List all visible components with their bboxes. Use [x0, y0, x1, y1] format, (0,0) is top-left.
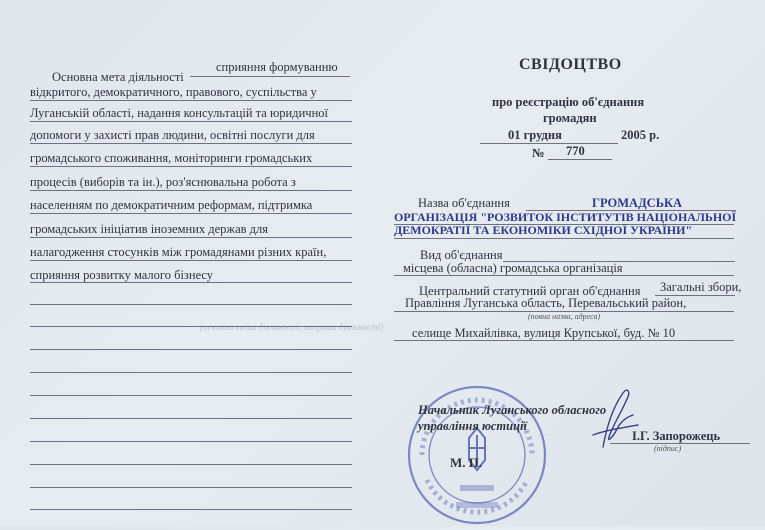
handwritten-signature: [583, 385, 643, 455]
purpose-line-6: населенням по демократичним реформам, підтримка: [30, 198, 313, 212]
certificate-title: СВІДОЦТВО: [519, 56, 622, 73]
purpose-line-7: громадських ініціатив іноземних держав для: [30, 222, 268, 236]
certificate-subtitle-1: про реєстрацію об'єднання: [492, 95, 645, 109]
certificate-number: 770: [566, 144, 585, 158]
certificate-year: 2005 р.: [621, 128, 660, 142]
organ-label: Центральний статутний орган об'єднання: [419, 284, 641, 298]
purpose-line-2: Луганській області, надання консультацій та юридичної: [30, 106, 328, 120]
name-value-2: ОРГАНІЗАЦІЯ "РОЗВИТОК ІНСТИТУТІВ НАЦІОНАЛЬНОЇ: [394, 210, 737, 224]
purpose-line-3: допомоги у захисті прав людини, освітні послуги для: [30, 128, 315, 142]
certificate-number-label: №: [532, 146, 545, 160]
purpose-fill-top: сприяння формуванню: [216, 60, 338, 74]
organ-caption: (повна назва, адреса): [528, 312, 601, 321]
stamp-label: М. П.: [450, 455, 483, 470]
signer-name: І.Г. Запорожець: [632, 429, 721, 443]
signer-title-2: управління юстиції: [418, 419, 527, 433]
organ-value-1: Загальні збори,: [660, 280, 742, 294]
signer-caption: (підпис): [654, 444, 682, 453]
purpose-line-8: налагодження стосунків між громадянами різних країн,: [30, 245, 327, 259]
organ-value-3: селище Михайлівка, вулиця Крупської, буд. № 10: [412, 326, 676, 340]
name-value-3: ДЕМОКРАТІЇ ТА ЕКОНОМІКИ СХІДНОЇ УКРАЇНИ": [394, 223, 693, 237]
name-value-1: ГРОМАДСЬКА: [592, 196, 683, 210]
purpose-label: Основна мета діяльності: [52, 70, 184, 84]
purpose-line-9: сприяння розвитку малого бізнесу: [30, 268, 214, 282]
certificate-date: 01 грудня: [508, 128, 562, 142]
type-value: місцева (обласна) громадська організація: [403, 261, 623, 275]
name-label: Назва об'єднання: [418, 196, 510, 210]
purpose-faded-caption: (основна мета діяльності, напрями діяльності): [200, 322, 384, 332]
organ-value-2: Правління Луганська область, Перевальський район,: [405, 296, 687, 310]
purpose-line-5: процесів (виборів та ін.), роз'яснювальна робота з: [30, 175, 296, 189]
purpose-line-4: громадського споживання, моніторинги громадських: [30, 151, 313, 165]
type-label: Вид об'єднання: [420, 248, 503, 262]
signer-title-1: Начальник Луганського обласного: [418, 403, 607, 417]
certificate-subtitle-2: громадян: [543, 111, 597, 125]
purpose-line-1: відкритого, демократичного, правового, суспільства у: [30, 85, 317, 99]
